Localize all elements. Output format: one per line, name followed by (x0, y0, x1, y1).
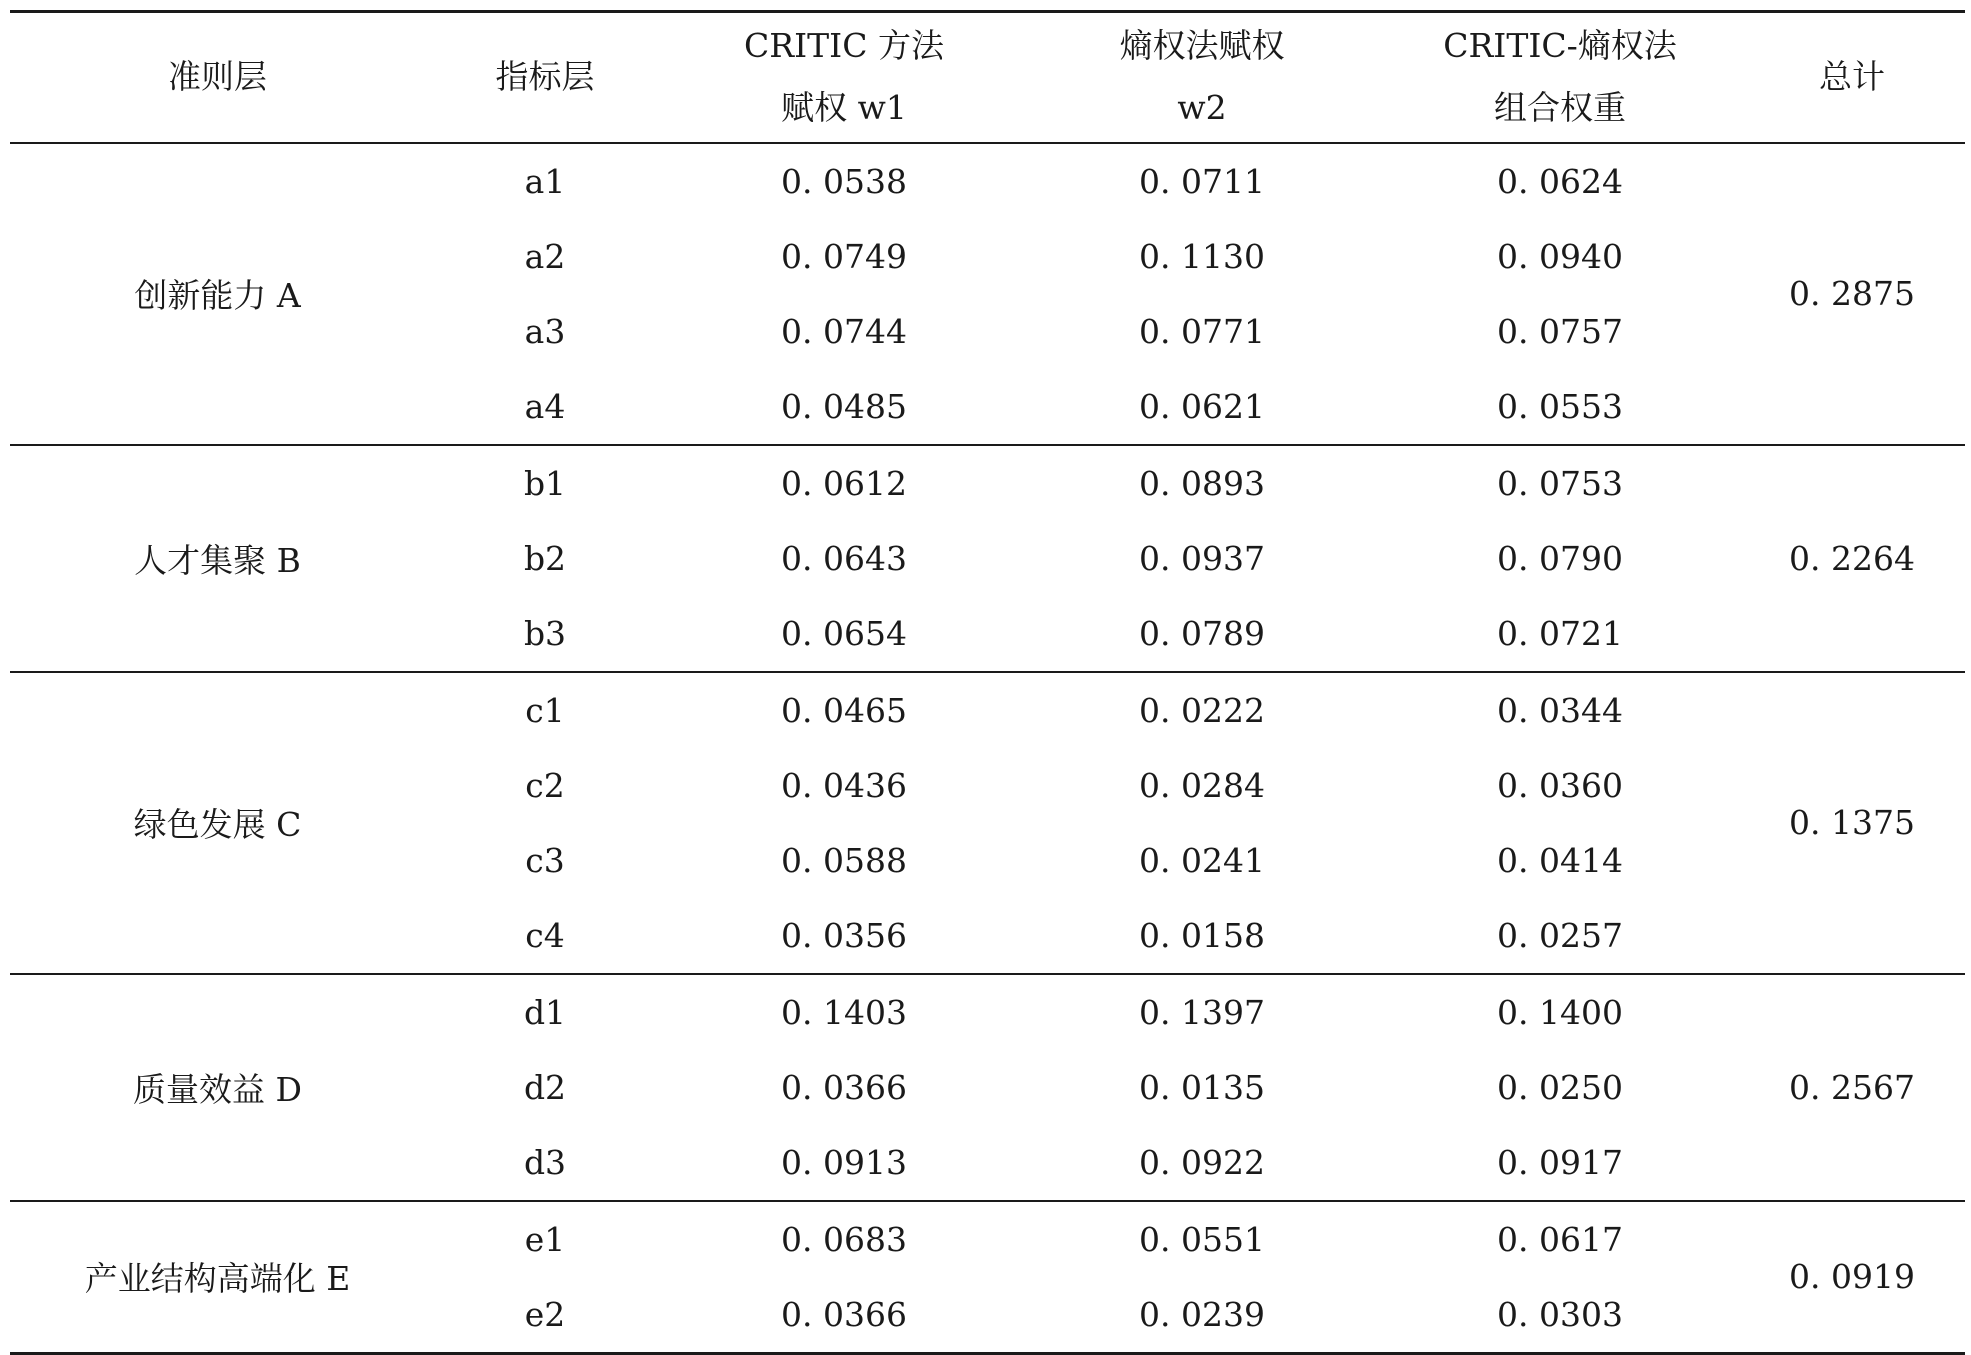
header-combined-line2: 组合权重 (1494, 88, 1626, 128)
weights-table-container (10, 10, 1965, 1355)
entropy-weight-cell: 0. 0239 (1139, 1294, 1265, 1334)
criterion-group (10, 672, 1965, 974)
combined-weight-cell: 0. 0940 (1497, 236, 1623, 276)
entropy-weight-cell: 0. 0937 (1139, 538, 1265, 578)
entropy-weight-cell: 0. 1130 (1139, 236, 1265, 276)
header-critic-line1: CRITIC 方法 (744, 26, 944, 66)
indicator-cell: e2 (524, 1294, 566, 1334)
table-row (10, 445, 1965, 521)
total-cell: 0. 2264 (1789, 538, 1915, 578)
total-cell: 0. 0919 (1789, 1257, 1915, 1296)
criterion-cell: 人才集聚 B (134, 540, 301, 580)
critic-weight-cell: 0. 0485 (781, 386, 907, 426)
entropy-weight-cell: 0. 0284 (1139, 765, 1265, 805)
criterion-group (10, 143, 1965, 445)
header-combined-weight (1381, 12, 1739, 143)
table-header (10, 12, 1965, 143)
header-combined-line1: CRITIC-熵权法 (1443, 26, 1677, 66)
criterion-group (10, 1201, 1965, 1354)
indicator-cell: a3 (524, 311, 566, 351)
combined-weight-cell: 0. 0257 (1497, 915, 1623, 955)
combined-weight-cell: 0. 0250 (1497, 1067, 1623, 1107)
table-row (10, 143, 1965, 219)
header-entropy-weight (1023, 12, 1381, 143)
criterion-cell: 绿色发展 C (133, 805, 302, 844)
table-row (10, 974, 1965, 1050)
indicator-cell: e1 (524, 1219, 566, 1259)
combined-weight-cell: 0. 0624 (1497, 161, 1623, 201)
critic-weight-cell: 0. 0913 (781, 1142, 907, 1182)
combined-weight-cell: 0. 0753 (1497, 463, 1623, 503)
total-cell: 0. 1375 (1789, 803, 1915, 842)
critic-weight-cell: 0. 0436 (781, 765, 907, 805)
entropy-weight-cell: 0. 0711 (1139, 161, 1265, 201)
critic-weight-cell: 0. 0683 (781, 1219, 907, 1259)
critic-weight-cell: 0. 0643 (781, 538, 907, 578)
criterion-group (10, 445, 1965, 672)
critic-weight-cell: 0. 0588 (781, 840, 907, 880)
indicator-cell: c4 (525, 915, 565, 955)
entropy-weight-cell: 0. 0241 (1139, 840, 1265, 880)
table-row (10, 672, 1965, 748)
total-cell: 0. 2875 (1789, 274, 1915, 313)
header-entropy-line1: 熵权法赋权 (1119, 26, 1285, 66)
indicator-cell: d2 (523, 1067, 567, 1107)
indicator-cell: b3 (523, 613, 567, 653)
header-indicator (425, 12, 665, 143)
entropy-weight-cell: 0. 0789 (1139, 613, 1265, 653)
entropy-weight-cell: 0. 0551 (1139, 1219, 1265, 1259)
header-indicator-label: 指标层 (495, 57, 595, 97)
table-row (10, 1201, 1965, 1277)
combined-weight-cell: 0. 0917 (1497, 1142, 1623, 1182)
combined-weight-cell: 0. 1400 (1497, 992, 1623, 1032)
entropy-weight-cell: 0. 0158 (1139, 915, 1265, 955)
header-entropy-line2: w2 (1177, 88, 1227, 128)
indicator-cell: c3 (525, 840, 565, 880)
entropy-weight-cell: 0. 0922 (1139, 1142, 1265, 1182)
combined-weight-cell: 0. 0790 (1497, 538, 1623, 578)
criterion-cell: 质量效益 D (133, 1069, 302, 1109)
header-critic-weight (665, 12, 1023, 143)
combined-weight-cell: 0. 0617 (1497, 1219, 1623, 1259)
combined-weight-cell: 0. 0414 (1497, 840, 1623, 880)
combined-weight-cell: 0. 0757 (1497, 311, 1623, 351)
indicator-cell: c2 (525, 765, 565, 805)
criterion-cell: 创新能力 A (134, 276, 301, 315)
weights-table (10, 10, 1965, 1355)
criterion-cell: 产业结构高端化 E (84, 1259, 351, 1298)
indicator-cell: d1 (523, 992, 567, 1032)
critic-weight-cell: 0. 0654 (781, 613, 907, 653)
indicator-cell: a4 (524, 386, 566, 426)
critic-weight-cell: 0. 0538 (781, 161, 907, 201)
header-total (1739, 12, 1965, 143)
indicator-cell: c1 (525, 690, 565, 730)
entropy-weight-cell: 0. 0893 (1139, 463, 1265, 503)
indicator-cell: b1 (523, 463, 567, 503)
entropy-weight-cell: 0. 0621 (1139, 386, 1265, 426)
combined-weight-cell: 0. 0360 (1497, 765, 1623, 805)
total-cell: 0. 2567 (1789, 1067, 1915, 1107)
entropy-weight-cell: 0. 0135 (1139, 1067, 1265, 1107)
header-criterion-label: 准则层 (168, 57, 267, 97)
indicator-cell: a2 (524, 236, 566, 276)
combined-weight-cell: 0. 0721 (1497, 613, 1623, 653)
combined-weight-cell: 0. 0344 (1497, 690, 1623, 730)
critic-weight-cell: 0. 0366 (781, 1067, 907, 1107)
header-row (10, 12, 1965, 143)
entropy-weight-cell: 0. 0222 (1139, 690, 1265, 730)
critic-weight-cell: 0. 0744 (781, 311, 907, 351)
critic-weight-cell: 0. 0356 (781, 915, 907, 955)
combined-weight-cell: 0. 0303 (1497, 1294, 1623, 1334)
indicator-cell: b2 (523, 538, 567, 578)
entropy-weight-cell: 0. 1397 (1139, 992, 1265, 1032)
entropy-weight-cell: 0. 0771 (1139, 311, 1265, 351)
critic-weight-cell: 0. 0366 (781, 1294, 907, 1334)
header-total-label: 总计 (1819, 57, 1885, 97)
indicator-cell: d3 (523, 1142, 567, 1182)
criterion-group (10, 974, 1965, 1201)
critic-weight-cell: 0. 0465 (781, 690, 907, 730)
critic-weight-cell: 0. 1403 (781, 992, 907, 1032)
combined-weight-cell: 0. 0553 (1497, 386, 1623, 426)
header-critic-line2: 赋权 w1 (781, 88, 907, 128)
critic-weight-cell: 0. 0749 (781, 236, 907, 276)
header-criterion (10, 12, 425, 143)
critic-weight-cell: 0. 0612 (781, 463, 907, 503)
indicator-cell: a1 (524, 161, 566, 201)
